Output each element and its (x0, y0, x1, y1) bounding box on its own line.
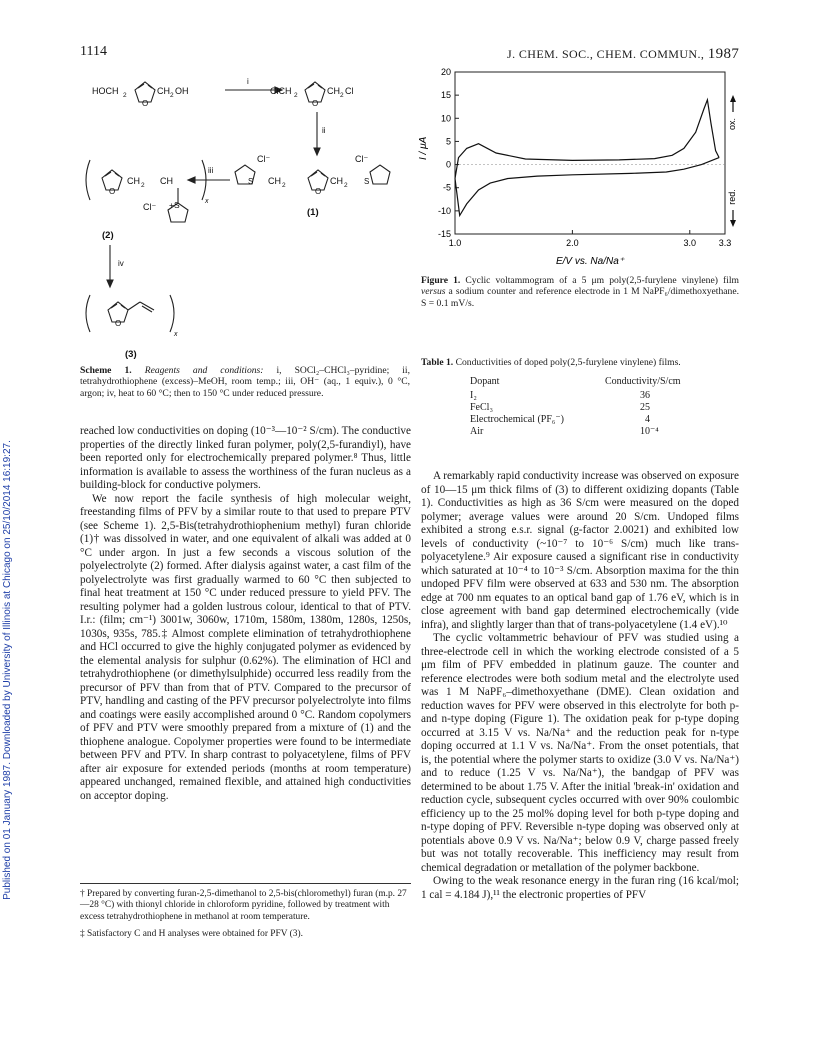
label-ch2-2: CH (127, 176, 140, 186)
label-splus: +S (169, 200, 180, 210)
left-column-text (80, 425, 411, 803)
label-hoch2: HOCH (92, 86, 119, 96)
table-caption-label: Table 1. (421, 357, 454, 368)
table-header-conductivity: Conductivity/S/cm (605, 376, 681, 387)
label-clch2: ClCH (270, 86, 292, 96)
label-ch2cl-ch: CH (327, 86, 340, 96)
label-s-left: S (248, 177, 254, 186)
svg-text:2: 2 (170, 92, 174, 99)
y-tick-label: -10 (437, 205, 451, 216)
label-step-iv: iv (118, 259, 124, 268)
table-caption-text: Conductivities of doped poly(2,5-furylene vinylene) films. (453, 357, 681, 368)
label-clminus-1a: Cl⁻ (257, 154, 271, 164)
figure-1-chart (415, 62, 750, 274)
figure-caption-a: Cyclic voltammogram of a 5 μm poly(2,5-furylene vinylene) film (460, 275, 739, 286)
y-tick-label: 10 (440, 113, 451, 124)
svg-text:2: 2 (344, 182, 348, 189)
label-o-1: O (142, 99, 149, 108)
red-annotation: red. (727, 189, 737, 205)
table-row-value: 25 (640, 402, 650, 413)
footnote-double-dagger: ‡ Satisfactory C and H analyses were obtained for PFV (3). (80, 928, 303, 939)
scheme-caption-text: i, SOCl₂–CHCl₃–pyridine; ii, tetrahydrothiophene (excess)–MeOH, room temp.; iii, OH⁻ (aq., 1 equiv.), 0 °C, argon; iv, heat to 60 °C; then to 150 °C under reduced pressure. (80, 365, 410, 399)
left-paragraph-2: We now report the facile synthesis of high molecular weight, freestanding films of PFV by a similar route to that used to prepare PTV (see Scheme 1). 2,5-Bis(tetrahydrothiophenium methyl) furan chloride (1)† was dissolved in water, and one equivalent of alkali was added at 0 °C under argon. In just a few seconds a viscous solution of the polyelectrolyte (2) formed. After dialysis against water, a cast film of the polyelectrolyte was first gradually warmed to 60 °C then subjected to final heat treatment at 150 °C under reduced pressure to yield PFV. The resulting polymer had a golden lustrous colour, identical to that of PTV. I.r.: (film; cm⁻¹) 3001w, 3060w, 1710m, 1580m, 1380m, 1280s, 1250s, 1030s, 935s, 785.‡ Almost complete elimination of tetrahydrothiophene and HCl occurred to give the highly conjugated polymer as evidenced by the elemental analysis for sulphur (0.62%). The elimination of HCl and tetrahydrothiophene (or dimethylsulphide) occurred less readily from the precursor of PFV than from that of PTV. Compared to the precursor of PTV, handling and casting of the PFV precursor polyelectrolyte into films and coatings were easily accomplished around 0 °C. Random copolymers of PFV and PTV were smoothly prepared from a mixture of (1) and the thiophene analogue. Copolymer properties were found to be intermediate between PFV and PTV. In sharp contrast to polyacetylene, films of PFV after air exposure for extended periods (months at room temperature) appeared unchanged, remained flexible, and attained high conductivities on acceptor doping. (80, 492, 411, 802)
label-o-3: O (315, 187, 322, 196)
download-note: Published on 01 January 1987. Downloaded by University of Illinois at Chicago on 25/10/2014 16:19:27. (2, 440, 13, 900)
label-x-2: x (205, 198, 209, 205)
label-clminus-2: Cl⁻ (143, 202, 157, 212)
right-paragraph-2: The cyclic voltammetric behaviour of PFV was studied using a three-electrode cell in which the working electrode consisted of a 5 μm film of PFV embedded in platinum gauze. The counter and reference electrodes were both sodium metal and the electrolyte used was 1 M NaPF₆–dimethoxyethane (DME). Clean oxidation and reduction waves for PFV were observed in this electrolyte for both p- and n-type doping (Figure 1). The oxidation peak for p-type doping occurred at 3.15 V vs. Na/Na⁺ and the reduction peak for n-type doping occurred at 1.1 V vs. Na/Na⁺. From the onset potentials, that is, the potential where the polymer starts to oxidize (3.0 V vs. Na/Na⁺) and to reduce (1.25 V vs. Na/Na⁺), the bandgap of PFV was determined to be about 1.75 V. After the initial 'break-in' oxidation and reduction cycle, subsequent cycles occurred with over 90% coulombic efficiency up to the 25 mol% doping level for both p-type doping and n-type doping of PFV. Reversible n-type doping was observed only at potentials above 0.9 V vs. Na/Na⁺; below 0.9 V, charge passed freely but was not totally recoverable. This inefficiency may result from chemical degradation or metallation of the polymer backbone. (421, 632, 739, 874)
label-step-iii: iii (208, 166, 214, 175)
x-tick-label: 3.0 (683, 238, 697, 248)
label-ch-2: CH (160, 176, 173, 186)
right-column-text (421, 470, 739, 902)
y-tick-label: 0 (445, 159, 451, 170)
figure-caption-versus: versus (421, 286, 446, 298)
footnote-rule (80, 883, 411, 884)
label-ch2-1b: CH (330, 176, 343, 186)
compound-2-label: (2) (102, 230, 114, 241)
y-tick-label: 20 (440, 67, 451, 77)
x-axis-label: E/V vs. Na/Na⁺ (555, 256, 625, 267)
scheme-caption-italic: Reagents and conditions: (144, 365, 264, 376)
label-ch2cl-cl: Cl (345, 86, 354, 96)
table-row-dopant: Air (470, 426, 484, 437)
y-axis-label: I / μA (418, 136, 429, 160)
label-ch2oh-ch: CH (157, 86, 170, 96)
label-ch2-1a: CH (268, 176, 281, 186)
bracket-left-2 (86, 160, 90, 200)
bracket-left-3 (86, 295, 90, 332)
cv-reduction-sweep (455, 158, 719, 216)
scheme-caption-label: Scheme 1. (80, 365, 132, 376)
figure-1-caption (421, 275, 739, 309)
journal-name: J. CHEM. SOC., CHEM. COMMUN., (507, 47, 705, 61)
thiolane-ring-right (370, 165, 390, 184)
scheme-1-caption (80, 365, 410, 399)
label-clminus-1b: Cl⁻ (355, 154, 369, 164)
x-tick-label: 3.3 (718, 238, 732, 248)
x-tick-label: 2.0 (566, 238, 579, 248)
cv-oxidation-sweep (455, 100, 719, 179)
svg-text:2: 2 (340, 92, 344, 99)
compound-1-label: (1) (307, 207, 319, 218)
table-1-caption (421, 357, 739, 368)
figure-caption-b: a sodium counter and reference electrode in 1 M NaPF₆/dimethoxyethane. S = 0.1 mV/s. (421, 286, 739, 309)
footnote-dagger: † Prepared by converting furan-2,5-dimethanol to 2,5-bis(chloromethyl) furan (m.p. 27—28 °C) with thionyl chloride in chloroform pyridine, followed by treatment with excess tetrahydrothiophene in methanol at room temperature. (80, 889, 407, 922)
right-paragraph-1: A remarkably rapid conductivity increase was observed on exposure of 10—15 μm thick films of (3) to different oxidizing dopants (Table 1). Conductivities as high as 36 S/cm were measured on the doped polymer; average values were around 20 S/cm. Undoped films exhibited a strong e.s.r. signal (g-factor 2.0021) and exhibited low levels of conductivity (~10⁻⁷ to 10⁻⁶ S/cm) much like trans-polyacetylene.⁹ Air exposure caused a significant rise in conductivity which saturated at 10⁻⁴ to 10⁻³ S/cm. Absorption maxima for the thin undoped PFV film were observed at 633 and 530 nm. The absorption edge at 700 nm equates to an optical band gap of 1.76 eV, which is in close agreement with band gap determined electrochemically (vide infra), and slightly larger than that of trans-polyacetylene (1.4 eV).¹⁰ (421, 470, 739, 631)
label-o-5: O (115, 319, 122, 328)
footnotes (80, 889, 411, 940)
label-ch2oh-oh: OH (175, 86, 189, 96)
table-row-value: 10⁻⁴ (640, 426, 659, 437)
table-row-dopant: I₂ (470, 390, 477, 401)
journal-year: 1987 (707, 46, 740, 62)
label-o-4: O (109, 187, 116, 196)
y-tick-label: -5 (442, 182, 451, 193)
label-o-2: O (312, 99, 319, 108)
journal-header (507, 46, 739, 63)
scheme-1-diagram (80, 60, 410, 365)
label-s-right: S (364, 177, 370, 186)
compound-3-label: (3) (125, 349, 137, 360)
conductivity-table (470, 376, 720, 446)
svg-text:2: 2 (123, 92, 127, 99)
page-number: 1114 (80, 44, 107, 59)
download-watermark (2, 300, 16, 1040)
y-tick-label: 15 (440, 90, 451, 101)
x-tick-label: 1.0 (448, 238, 462, 248)
svg-text:2: 2 (141, 182, 145, 189)
table-row-value: 4 (645, 414, 650, 425)
label-x-3: x (174, 331, 178, 338)
ox-annotation: ox. (727, 117, 737, 131)
table-row-dopant: Electrochemical (PF₆⁻) (470, 414, 565, 425)
figure-caption-label: Figure 1. (421, 275, 461, 286)
y-tick-label: 5 (445, 136, 451, 147)
svg-text:2: 2 (294, 92, 298, 99)
right-paragraph-3: Owing to the weak resonance energy in the furan ring (16 kcal/mol; 1 cal = 4.184 J),¹¹ the electronic properties of PFV (421, 875, 739, 901)
label-step-ii: ii (322, 126, 326, 135)
left-paragraph-1: reached low conductivities on doping (10⁻³—10⁻² S/cm). The conductive properties of the directly linked furan polymer, poly(2,5-furandiyl), have been reported only for electrochemically prepared polymer.⁸ Thus, little information is available to assess the worthiness of the furan nucleus as a building-block for conductive polymers. (80, 425, 411, 491)
bracket-right-3 (170, 295, 174, 332)
svg-text:2: 2 (282, 182, 286, 189)
table-row-value: 36 (640, 390, 650, 401)
y-tick-label: -15 (437, 229, 451, 239)
label-step-i: i (247, 77, 249, 86)
table-row-dopant: FeCl₃ (470, 402, 493, 413)
table-header-dopant: Dopant (470, 376, 500, 387)
